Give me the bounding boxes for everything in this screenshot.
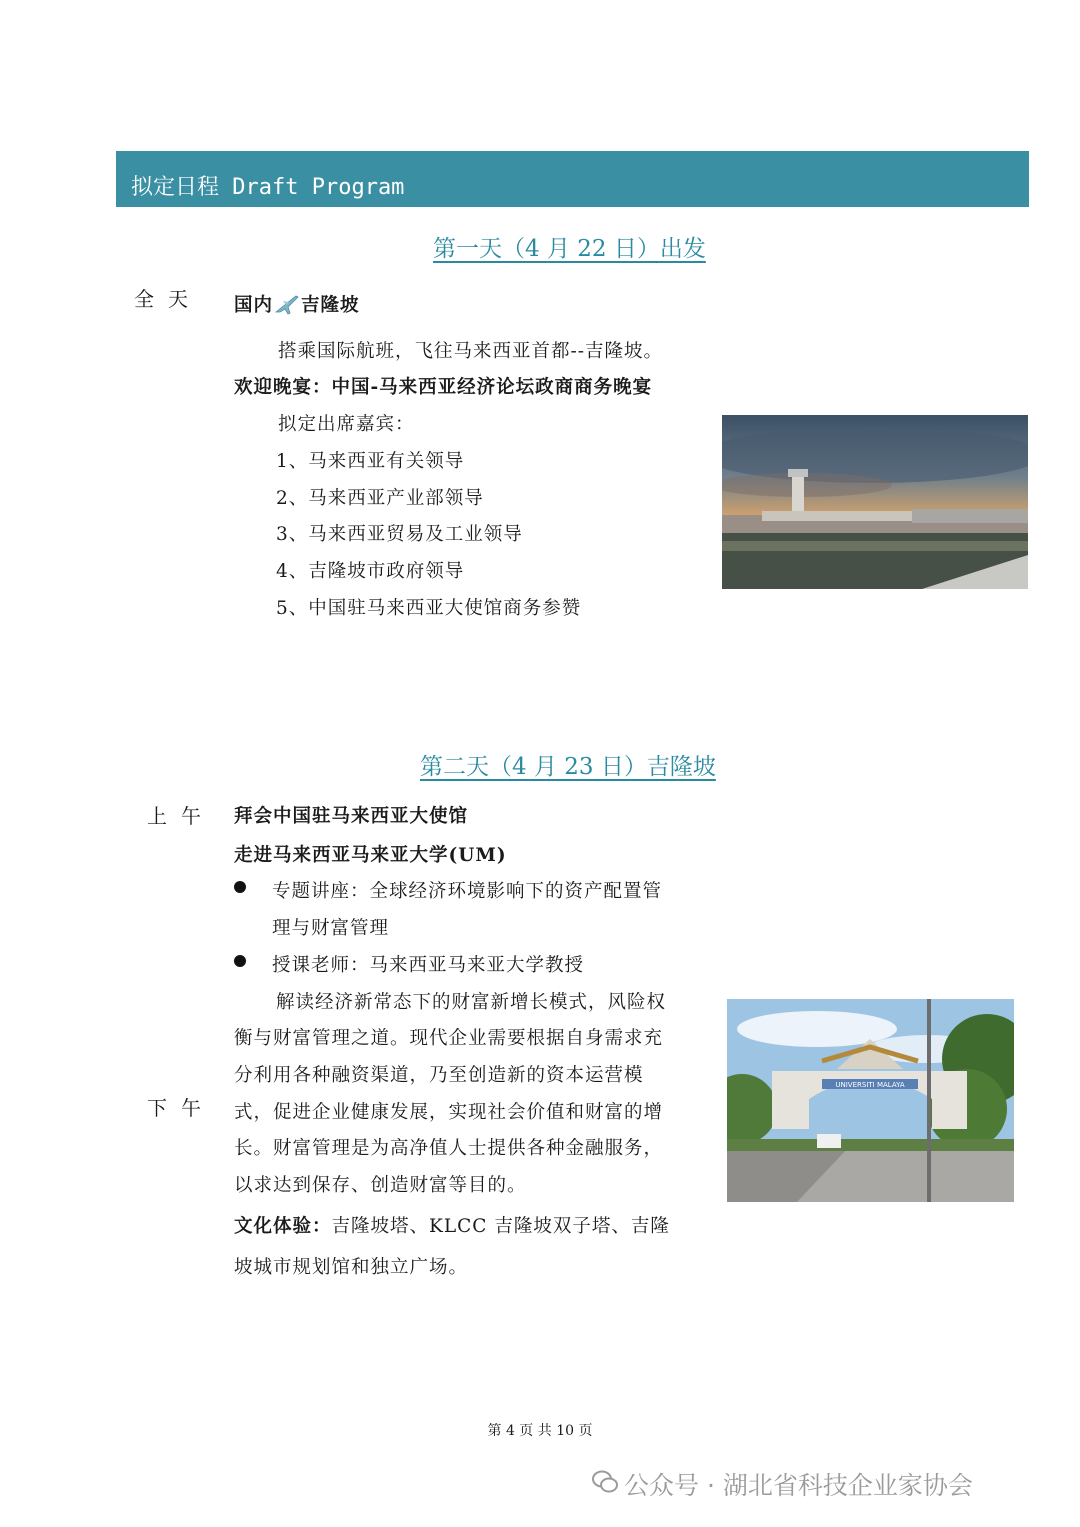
route-from: 国内 [234,295,274,316]
bullet-dot [234,955,246,967]
teacher-line: 授课老师：马来西亚马来亚大学教授 [272,955,585,976]
wechat-icon [592,1469,618,1495]
culture-sites: 吉隆坡塔、KLCC 吉隆坡双子塔、吉隆 [331,1216,670,1237]
paragraph-line: 长。财富管理是为高净值人士提供各种金融服务， [234,1138,664,1159]
flight-description: 搭乘国际航班，飞往马来西亚首都--吉隆坡。 [278,341,664,362]
guest-item: 4、吉隆坡市政府领导 [276,561,465,582]
airplane-icon [274,293,300,315]
paragraph-line: 式，促进企业健康发展，实现社会价值和财富的增 [234,1102,664,1123]
airport-photo [722,415,1028,589]
university-sign-text: UNIVERSITI MALAYA [835,1081,905,1089]
paragraph-line: 解读经济新常态下的财富新增长模式，风险权 [276,992,667,1013]
day1-time-label: 全天 [134,287,202,311]
day2-pm-label: 下午 [147,1096,215,1120]
culture-line2: 坡城市规划馆和独立广场。 [234,1257,469,1278]
wechat-account-label: 公众号 · 湖北省科技企业家协会 [624,1471,973,1500]
bullet-dot [234,881,246,893]
lecture-line2: 理与财富管理 [272,918,390,939]
day2-am-label: 上午 [147,804,215,828]
day2-heading: 第二天（4 月 23 日）吉隆坡 [420,754,716,780]
culture-line1 [234,1212,670,1238]
paragraph-line: 以求达到保存、创造财富等目的。 [234,1175,527,1196]
guest-item: 5、中国驻马来西亚大使馆商务参赞 [276,598,582,619]
day1-heading: 第一天（4 月 22 日）出发 [433,236,706,262]
paragraph-line: 分利用各种融资渠道，乃至创造新的资本运营模 [234,1065,644,1086]
am-item-university: 走进马来西亚马来亚大学(UM) [234,845,507,866]
guest-item: 3、马来西亚贸易及工业领导 [276,524,523,545]
day1-route [234,291,360,317]
guests-label: 拟定出席嘉宾： [278,414,415,435]
lecture-line1: 专题讲座：全球经济环境影响下的资产配置管 [272,881,663,902]
section-title: 拟定日程 Draft Program [131,175,405,200]
guest-item: 1、马来西亚有关领导 [276,451,465,472]
university-photo [727,999,1014,1202]
route-to: 吉隆坡 [301,295,360,316]
culture-label: 文化体验： [234,1216,332,1237]
guest-item: 2、马来西亚产业部领导 [276,488,484,509]
page-number: 第 4 页 共 10 页 [487,1423,593,1439]
paragraph-line: 衡与财富管理之道。现代企业需要根据自身需求充 [234,1028,664,1049]
banquet-title: 欢迎晚宴：中国-马来西亚经济论坛政商商务晚宴 [234,377,653,398]
am-item-embassy: 拜会中国驻马来西亚大使馆 [234,806,469,827]
